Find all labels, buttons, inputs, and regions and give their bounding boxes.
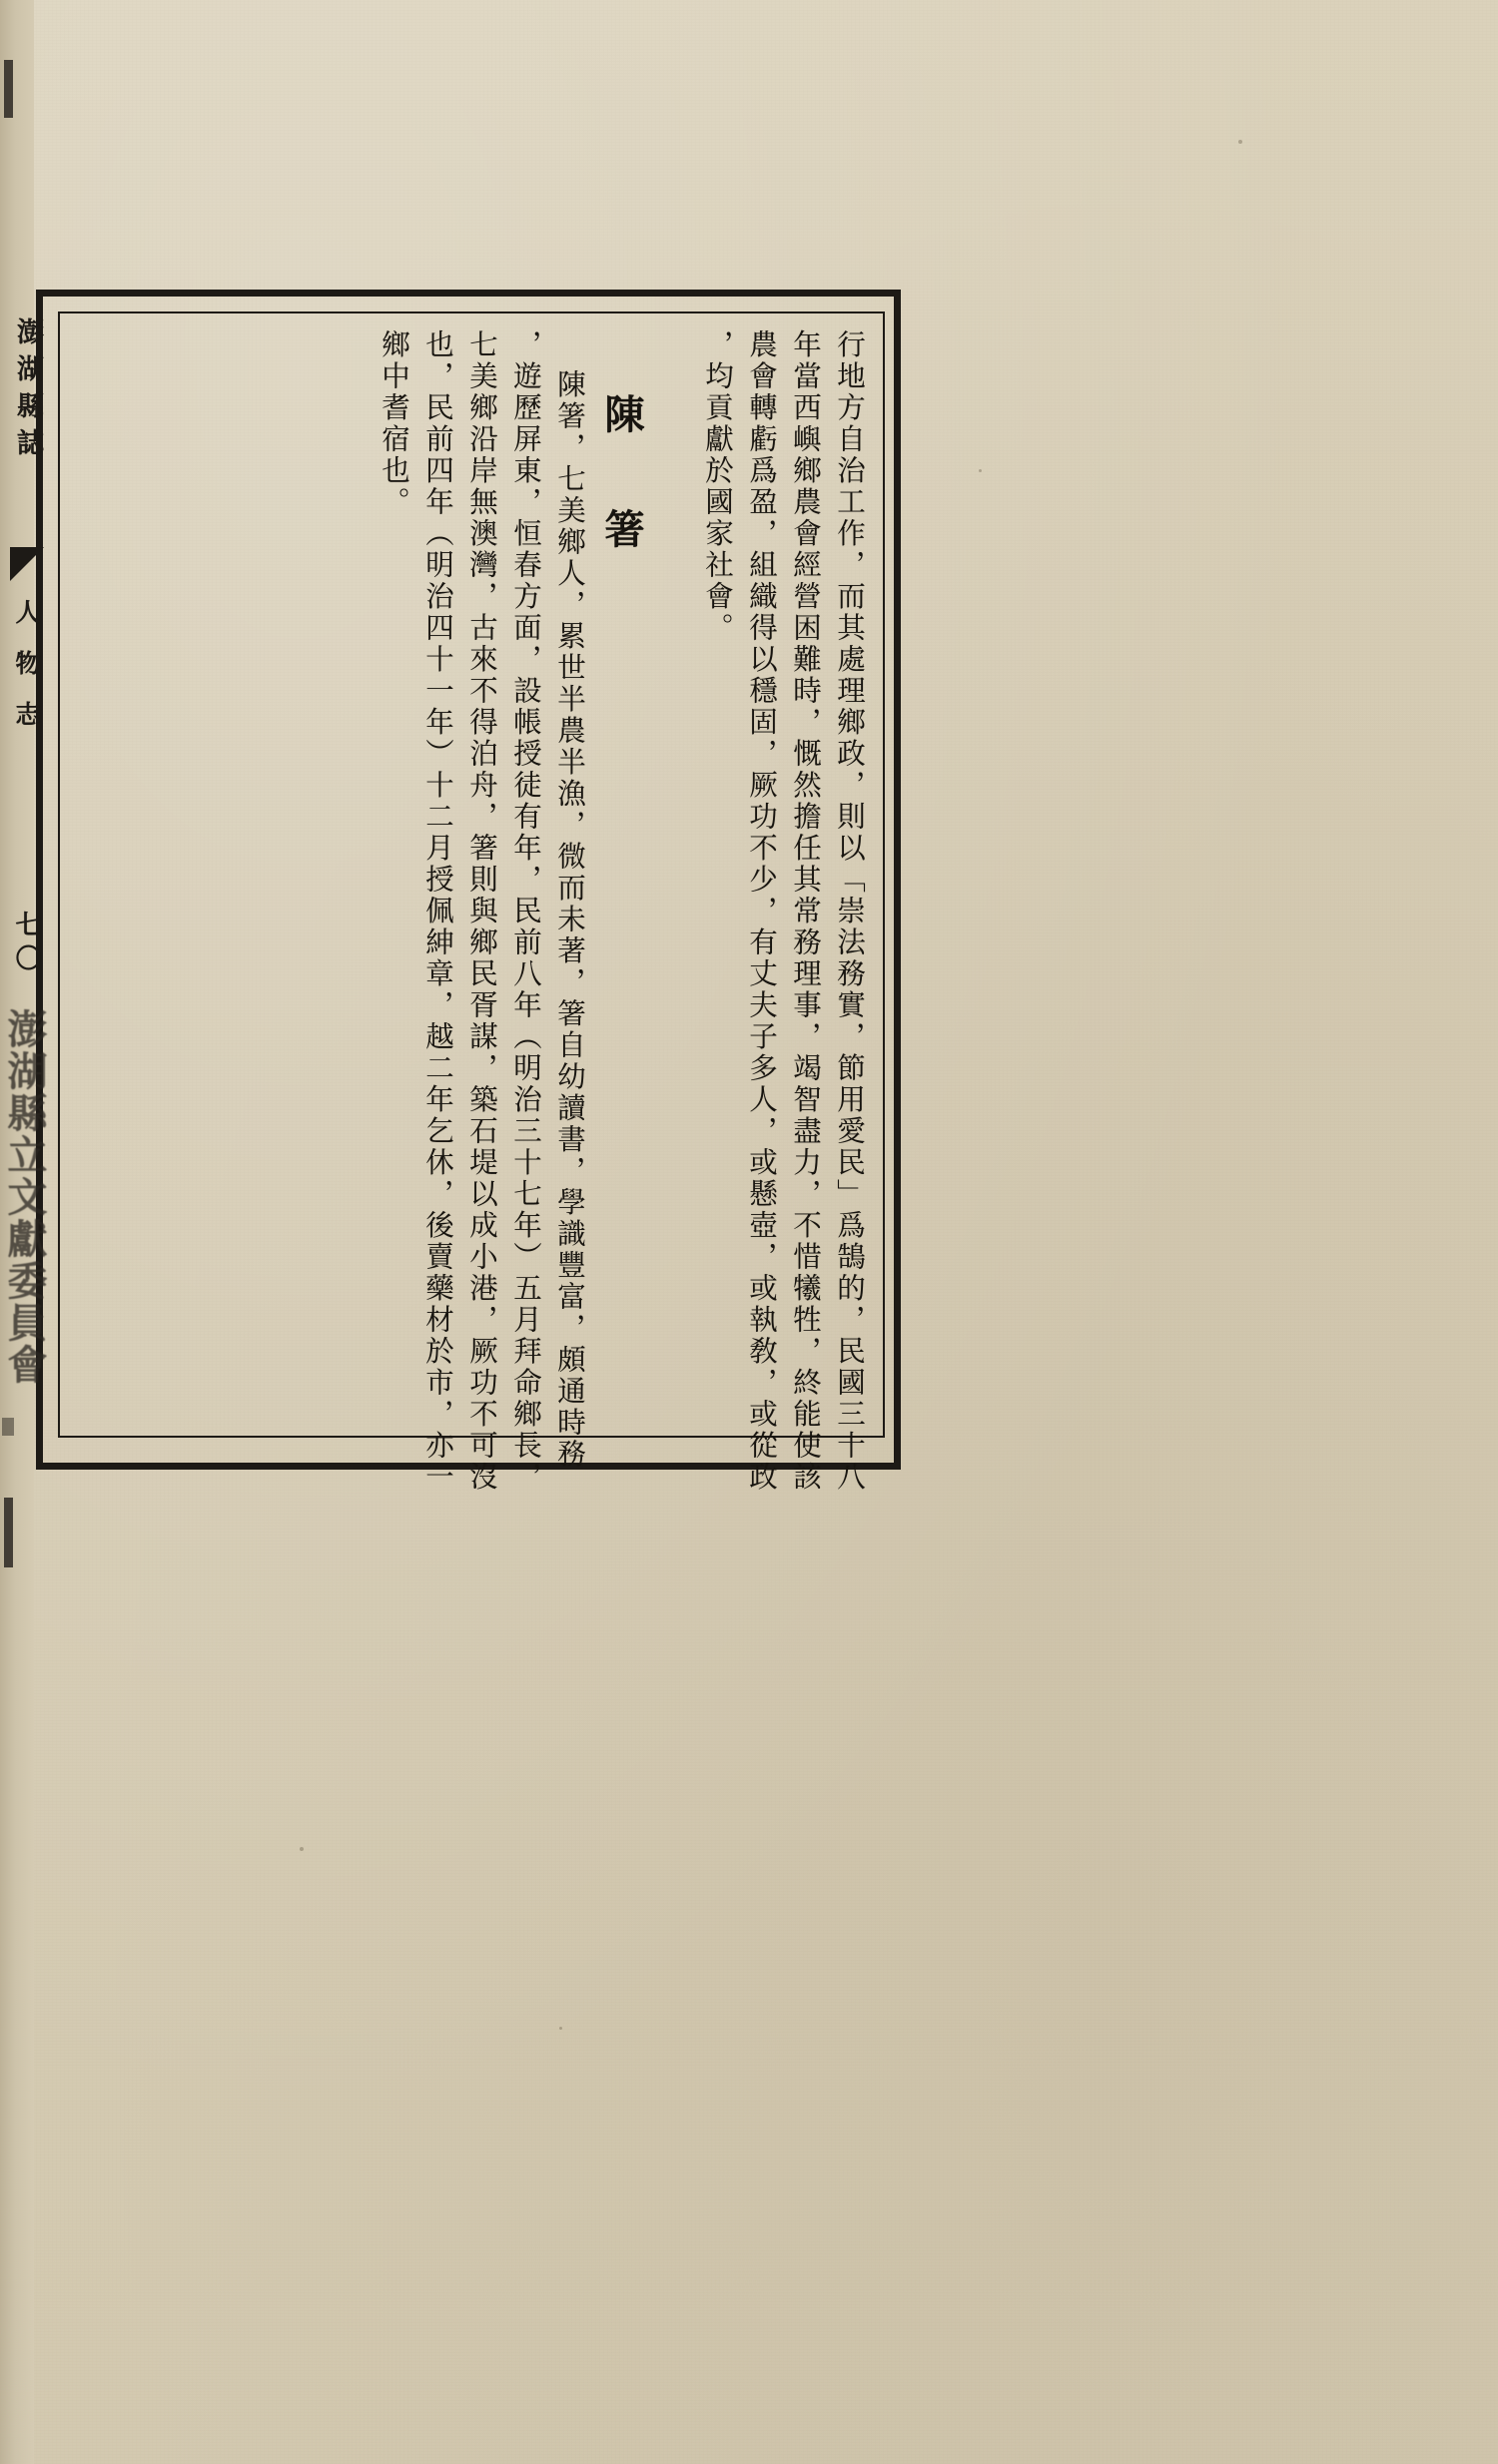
text-column: 鄉中耆宿也。 [377, 329, 410, 518]
text-column: 陳箸，七美鄉人，累世半農半漁，微而未著，箸自幼讀書，學識豐富，頗通時務 [553, 369, 586, 1471]
text-column: ，均貢獻於國家社會。 [701, 329, 734, 644]
text-column: ，遊歷屏東，恒春方面，設帳授徒有年，民前八年（明治三十七年）五月拜命鄉長， [509, 329, 542, 1494]
page-number: 七〇 [11, 911, 41, 978]
section-heading: 陳 箸 [598, 393, 645, 562]
text-column-blank [641, 329, 687, 1400]
publisher-vertical: 澎湖縣立文獻委員會 [1, 1008, 48, 1386]
section-name-vertical: 人物志 [12, 599, 41, 752]
text-column: 行地方自治工作，而其處理鄉政，則以「崇法務實，節用愛民」爲鵠的，民國三十八 [833, 329, 866, 1494]
text-column: 農會轉虧爲盈，組織得以穩固，厥功不少，有丈夫子多人，或懸壺，或執敎，或從政 [745, 329, 778, 1494]
vertical-text-body [70, 321, 869, 1494]
book-title-vertical: 澎湖縣誌 [12, 317, 43, 465]
text-column: 年當西嶼鄉農會經營困難時，慨然擔任其常務理事，竭智盡力，不惜犧牲，終能使該 [789, 329, 822, 1494]
text-column: 也，民前四年（明治四十一年）十二月授佩紳章，越二年乞休，後賣藥材於市，亦一 [421, 329, 454, 1494]
text-column: 七美鄉沿岸無澳灣，古來不得泊舟，箸則與鄉民胥謀，築石堤以成小港，厥功不可沒 [465, 329, 498, 1494]
